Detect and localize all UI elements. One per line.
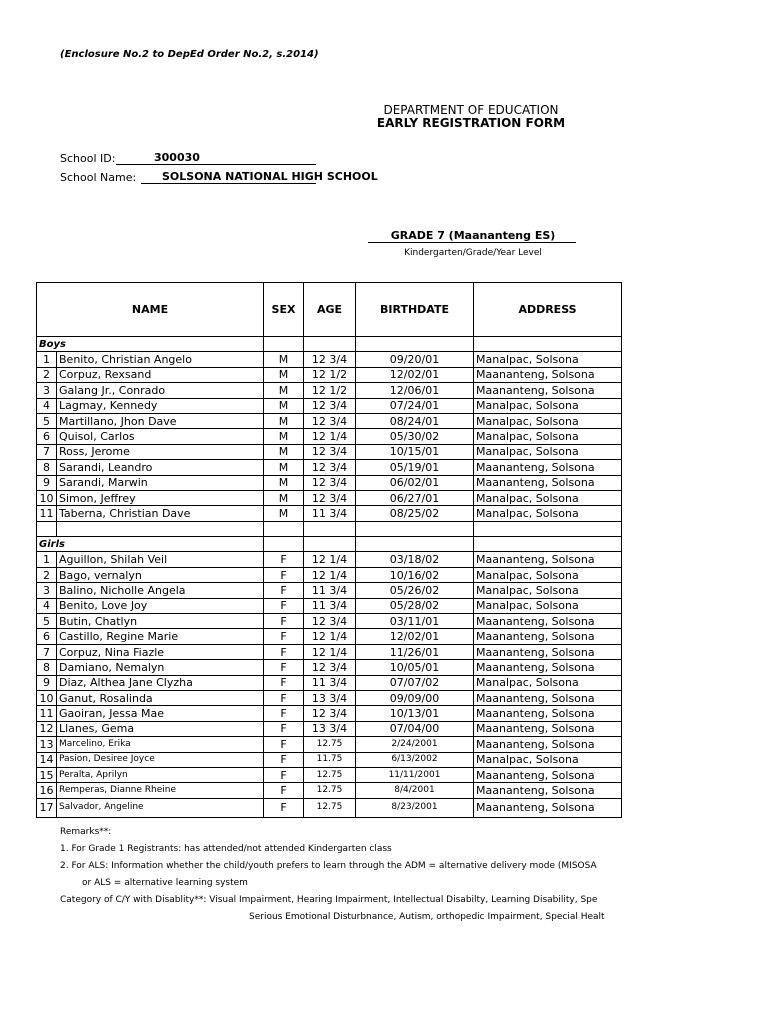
student-address: Manalpac, Solsona	[474, 598, 622, 613]
student-name: Sarandi, Leandro	[57, 460, 264, 475]
student-sex: F	[264, 675, 304, 690]
student-name: Balino, Nicholle Angela	[57, 583, 264, 598]
student-birthdate: 07/07/02	[356, 675, 474, 690]
registration-table	[36, 282, 622, 818]
header-birthdate: BIRTHDATE	[356, 283, 474, 337]
table-row	[37, 644, 622, 659]
student-address: Maananteng, Solsona	[474, 783, 622, 798]
row-number: 1	[37, 552, 57, 567]
student-sex: F	[264, 583, 304, 598]
student-age: 11 3/4	[304, 675, 356, 690]
grade-level-value: GRADE 7 (Maananteng ES)	[390, 229, 556, 242]
student-name: Llanes, Gema	[57, 721, 264, 736]
student-sex: F	[264, 721, 304, 736]
student-address: Maananteng, Solsona	[474, 706, 622, 721]
student-sex: F	[264, 660, 304, 675]
row-number: 7	[37, 644, 57, 659]
student-age: 12 3/4	[304, 413, 356, 428]
student-age: 12.75	[304, 737, 356, 752]
student-birthdate: 10/15/01	[356, 444, 474, 459]
student-address: Manalpac, Solsona	[474, 429, 622, 444]
student-address: Manalpac, Solsona	[474, 444, 622, 459]
empty-cell	[304, 337, 356, 352]
student-name: Aguillon, Shilah Veil	[57, 552, 264, 567]
student-name: Salvador, Angeline	[57, 798, 264, 817]
student-address: Maananteng, Solsona	[474, 737, 622, 752]
school-name-value: SOLSONA NATIONAL HIGH SCHOOL	[162, 170, 378, 183]
department-heading: DEPARTMENT OF EDUCATION	[383, 103, 559, 117]
student-birthdate: 07/04/00	[356, 721, 474, 736]
student-sex: M	[264, 398, 304, 413]
row-number: 5	[37, 413, 57, 428]
student-sex: F	[264, 690, 304, 705]
student-address: Maananteng, Solsona	[474, 690, 622, 705]
table-row	[37, 398, 622, 413]
student-sex: F	[264, 567, 304, 582]
student-sex: F	[264, 552, 304, 567]
row-number: 2	[37, 367, 57, 382]
student-age: 12 3/4	[304, 660, 356, 675]
student-name: Ganut, Rosalinda	[57, 690, 264, 705]
student-sex: F	[264, 598, 304, 613]
student-sex: F	[264, 783, 304, 798]
section-label: Boys	[37, 337, 264, 352]
student-sex: M	[264, 444, 304, 459]
student-sex: M	[264, 352, 304, 367]
student-birthdate: 07/24/01	[356, 398, 474, 413]
student-name: Marcelino, Erika	[57, 737, 264, 752]
remarks-line-3: or ALS = alternative learning system	[82, 878, 248, 888]
row-number: 6	[37, 629, 57, 644]
student-address: Maananteng, Solsona	[474, 367, 622, 382]
student-birthdate: 12/06/01	[356, 383, 474, 398]
student-address: Manalpac, Solsona	[474, 490, 622, 505]
table-row	[37, 783, 622, 798]
row-number: 4	[37, 398, 57, 413]
section-row	[37, 537, 622, 552]
student-birthdate: 09/20/01	[356, 352, 474, 367]
student-birthdate: 10/05/01	[356, 660, 474, 675]
student-name: Corpuz, Rexsand	[57, 367, 264, 382]
student-address: Maananteng, Solsona	[474, 767, 622, 782]
student-birthdate: 09/09/00	[356, 690, 474, 705]
table-row	[37, 598, 622, 613]
student-age: 11 3/4	[304, 506, 356, 521]
student-birthdate: 03/11/01	[356, 614, 474, 629]
student-sex: M	[264, 506, 304, 521]
student-address: Maananteng, Solsona	[474, 629, 622, 644]
student-sex: F	[264, 752, 304, 767]
student-name: Galang Jr., Conrado	[57, 383, 264, 398]
student-birthdate: 05/26/02	[356, 583, 474, 598]
school-name-underline	[141, 183, 316, 184]
student-birthdate: 05/28/02	[356, 598, 474, 613]
student-age: 12.75	[304, 798, 356, 817]
student-address: Manalpac, Solsona	[474, 752, 622, 767]
row-number: 4	[37, 598, 57, 613]
student-age: 12 1/4	[304, 567, 356, 582]
table-row	[37, 506, 622, 521]
grade-underline	[368, 242, 576, 243]
student-address: Maananteng, Solsona	[474, 644, 622, 659]
student-age: 12 1/4	[304, 629, 356, 644]
student-name: Bago, vernalyn	[57, 567, 264, 582]
student-birthdate: 2/24/2001	[356, 737, 474, 752]
row-number: 6	[37, 429, 57, 444]
row-number: 7	[37, 444, 57, 459]
student-name: Taberna, Christian Dave	[57, 506, 264, 521]
student-age: 12.75	[304, 783, 356, 798]
table-row	[37, 690, 622, 705]
student-address: Maananteng, Solsona	[474, 475, 622, 490]
table-row	[37, 490, 622, 505]
student-address: Maananteng, Solsona	[474, 660, 622, 675]
student-name: Martillano, Jhon Dave	[57, 413, 264, 428]
student-sex: M	[264, 490, 304, 505]
row-number: 10	[37, 690, 57, 705]
row-number: 15	[37, 767, 57, 782]
student-sex: F	[264, 737, 304, 752]
student-address: Manalpac, Solsona	[474, 413, 622, 428]
student-age: 12 1/4	[304, 429, 356, 444]
student-birthdate: 8/23/2001	[356, 798, 474, 817]
empty-cell	[474, 337, 622, 352]
student-age: 12 3/4	[304, 444, 356, 459]
row-number: 1	[37, 352, 57, 367]
header-address: ADDRESS	[474, 283, 622, 337]
table-row	[37, 552, 622, 567]
student-address: Maananteng, Solsona	[474, 460, 622, 475]
remarks-title: Remarks**:	[60, 827, 112, 837]
row-number: 5	[37, 614, 57, 629]
student-name: Gaoiran, Jessa Mae	[57, 706, 264, 721]
spacer-row	[37, 521, 622, 536]
student-name: Benito, Love Joy	[57, 598, 264, 613]
student-age: 11.75	[304, 752, 356, 767]
student-age: 12 1/4	[304, 644, 356, 659]
empty-cell	[356, 337, 474, 352]
student-name: Ross, Jerome	[57, 444, 264, 459]
student-sex: F	[264, 767, 304, 782]
student-sex: M	[264, 383, 304, 398]
header-sex: SEX	[264, 283, 304, 337]
student-name: Remperas, Dianne Rheine	[57, 783, 264, 798]
student-name: Peralta, Aprilyn	[57, 767, 264, 782]
section-label: Girls	[37, 537, 264, 552]
empty-cell	[37, 521, 57, 536]
empty-cell	[57, 521, 264, 536]
grade-level-label: Kindergarten/Grade/Year Level	[404, 248, 542, 258]
student-name: Simon, Jeffrey	[57, 490, 264, 505]
student-age: 12 3/4	[304, 614, 356, 629]
table-row	[37, 475, 622, 490]
empty-cell	[474, 537, 622, 552]
student-birthdate: 8/4/2001	[356, 783, 474, 798]
empty-cell	[356, 537, 474, 552]
table-header-row	[37, 283, 622, 337]
student-name: Pasion, Desiree Joyce	[57, 752, 264, 767]
table-row	[37, 767, 622, 782]
student-birthdate: 08/25/02	[356, 506, 474, 521]
row-number: 13	[37, 737, 57, 752]
student-birthdate: 08/24/01	[356, 413, 474, 428]
student-sex: F	[264, 706, 304, 721]
student-name: Quisol, Carlos	[57, 429, 264, 444]
table-row	[37, 367, 622, 382]
student-age: 12 1/4	[304, 552, 356, 567]
student-address: Maananteng, Solsona	[474, 798, 622, 817]
remarks-section	[60, 824, 605, 926]
student-sex: M	[264, 413, 304, 428]
row-number: 2	[37, 567, 57, 582]
table-row	[37, 567, 622, 582]
empty-cell	[474, 521, 622, 536]
student-sex: F	[264, 629, 304, 644]
empty-cell	[304, 537, 356, 552]
student-name: Corpuz, Nina Fiazle	[57, 644, 264, 659]
table-row	[37, 675, 622, 690]
remarks-line-1: 1. For Grade 1 Registrants: has attended/not attended Kindergarten class	[60, 844, 392, 854]
student-address: Manalpac, Solsona	[474, 352, 622, 367]
student-address: Maananteng, Solsona	[474, 614, 622, 629]
empty-cell	[264, 337, 304, 352]
table-row	[37, 383, 622, 398]
table-body	[37, 337, 622, 818]
student-birthdate: 03/18/02	[356, 552, 474, 567]
student-age: 12 3/4	[304, 475, 356, 490]
student-birthdate: 12/02/01	[356, 367, 474, 382]
student-age: 11 3/4	[304, 583, 356, 598]
table-row	[37, 706, 622, 721]
school-id-label: School ID:	[60, 152, 116, 165]
student-age: 12 1/2	[304, 367, 356, 382]
student-sex: F	[264, 614, 304, 629]
form-title: EARLY REGISTRATION FORM	[376, 116, 566, 130]
student-birthdate: 05/19/01	[356, 460, 474, 475]
student-name: Diaz, Althea Jane Clyzha	[57, 675, 264, 690]
header-name: NAME	[37, 283, 264, 337]
student-age: 12 3/4	[304, 398, 356, 413]
student-birthdate: 10/13/01	[356, 706, 474, 721]
student-sex: M	[264, 367, 304, 382]
student-age: 12 1/2	[304, 383, 356, 398]
student-age: 12.75	[304, 767, 356, 782]
school-id-value: 300030	[154, 151, 200, 164]
student-birthdate: 10/16/02	[356, 567, 474, 582]
row-number: 11	[37, 706, 57, 721]
student-name: Castillo, Regine Marie	[57, 629, 264, 644]
enclosure-note: (Enclosure No.2 to DepEd Order No.2, s.2014)	[60, 49, 319, 60]
student-sex: F	[264, 644, 304, 659]
remarks-line-5: Serious Emotional Disturbnance, Autism, orthopedic Impairment, Special Healt	[249, 912, 605, 922]
student-birthdate: 11/26/01	[356, 644, 474, 659]
student-age: 11 3/4	[304, 598, 356, 613]
empty-cell	[264, 537, 304, 552]
table-row	[37, 629, 622, 644]
table-row	[37, 737, 622, 752]
header-age: AGE	[304, 283, 356, 337]
student-address: Manalpac, Solsona	[474, 567, 622, 582]
empty-cell	[304, 521, 356, 536]
row-number: 11	[37, 506, 57, 521]
empty-cell	[264, 521, 304, 536]
student-sex: M	[264, 429, 304, 444]
row-number: 8	[37, 660, 57, 675]
table-row	[37, 798, 622, 817]
table-row	[37, 752, 622, 767]
school-name-label: School Name:	[60, 171, 137, 184]
row-number: 9	[37, 675, 57, 690]
row-number: 14	[37, 752, 57, 767]
student-address: Manalpac, Solsona	[474, 398, 622, 413]
student-name: Sarandi, Marwin	[57, 475, 264, 490]
student-sex: M	[264, 460, 304, 475]
student-address: Maananteng, Solsona	[474, 383, 622, 398]
row-number: 10	[37, 490, 57, 505]
student-birthdate: 12/02/01	[356, 629, 474, 644]
student-address: Manalpac, Solsona	[474, 506, 622, 521]
student-birthdate: 11/11/2001	[356, 767, 474, 782]
student-age: 12 3/4	[304, 490, 356, 505]
row-number: 8	[37, 460, 57, 475]
table-row	[37, 614, 622, 629]
student-birthdate: 06/02/01	[356, 475, 474, 490]
table-row	[37, 660, 622, 675]
row-number: 16	[37, 783, 57, 798]
student-name: Damiano, Nemalyn	[57, 660, 264, 675]
row-number: 17	[37, 798, 57, 817]
row-number: 9	[37, 475, 57, 490]
student-name: Lagmay, Kennedy	[57, 398, 264, 413]
student-age: 12 3/4	[304, 352, 356, 367]
student-sex: M	[264, 475, 304, 490]
student-age: 12 3/4	[304, 460, 356, 475]
table-row	[37, 721, 622, 736]
remarks-line-4: Category of C/Y with Disablity**: Visual Impairment, Hearing Impairment, Intellectual Disabilty, Learning Disability, Spe	[60, 895, 598, 905]
section-row	[37, 337, 622, 352]
student-age: 13 3/4	[304, 721, 356, 736]
table-row	[37, 460, 622, 475]
remarks-line-2: 2. For ALS: Information whether the child/youth prefers to learn through the ADM = alternative delivery mode (MISOSA	[60, 861, 597, 871]
row-number: 12	[37, 721, 57, 736]
student-name: Butin, Chatlyn	[57, 614, 264, 629]
student-address: Manalpac, Solsona	[474, 675, 622, 690]
table-row	[37, 352, 622, 367]
row-number: 3	[37, 583, 57, 598]
row-number: 3	[37, 383, 57, 398]
table-row	[37, 413, 622, 428]
empty-cell	[356, 521, 474, 536]
student-address: Manalpac, Solsona	[474, 583, 622, 598]
school-id-underline	[116, 164, 316, 165]
student-address: Maananteng, Solsona	[474, 721, 622, 736]
student-age: 12 3/4	[304, 706, 356, 721]
student-birthdate: 05/30/02	[356, 429, 474, 444]
table-row	[37, 583, 622, 598]
table-row	[37, 429, 622, 444]
student-age: 13 3/4	[304, 690, 356, 705]
student-sex: F	[264, 798, 304, 817]
student-birthdate: 6/13/2002	[356, 752, 474, 767]
student-name: Benito, Christian Angelo	[57, 352, 264, 367]
table-row	[37, 444, 622, 459]
student-address: Maananteng, Solsona	[474, 552, 622, 567]
student-birthdate: 06/27/01	[356, 490, 474, 505]
